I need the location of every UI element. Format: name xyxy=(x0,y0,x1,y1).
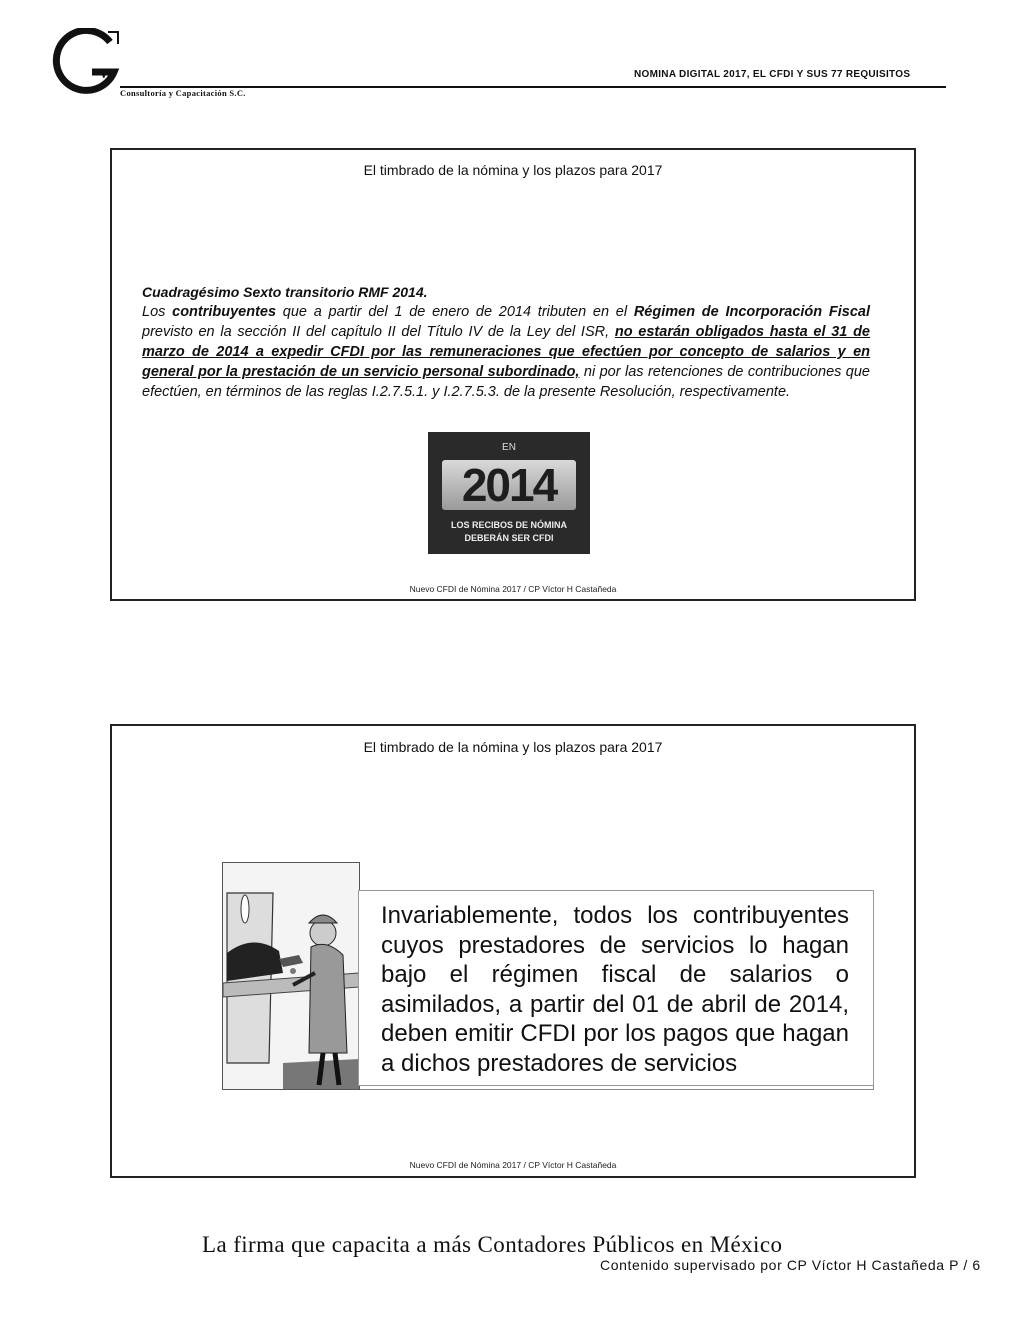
body-segment: ni por las retenciones de contribuciones que efectúen, en términos de las reglas I.2.7.5.1. y I.2.7.5.3. de la presente Resolución, respectivamente. xyxy=(142,364,870,400)
document-title: NOMINA DIGITAL 2017, EL CFDI Y SUS 77 REQUISITOS xyxy=(634,69,911,80)
logo-company-name: Consultoría y Capacitación S.C. xyxy=(120,88,246,98)
quote-box xyxy=(358,890,874,1086)
footer-tagline: La firma que capacita a más Contadores Públicos en México xyxy=(202,1232,783,1257)
slide-2 xyxy=(110,724,916,1178)
body-segment: Los xyxy=(142,304,173,320)
slide-2-title: El timbrado de la nómina y los plazos para 2017 xyxy=(363,739,663,755)
body-segment-underlined: no estarán obligados hasta el 31 de marzo de 2014 a expedir CFDI por las remuneraciones que efectúen por concepto de salarios y en general por la prestación de un servicio personal subordinado, xyxy=(142,324,870,380)
slide-2-footer: Nuevo CFDI de Nómina 2017 / CP Víctor H Castañeda xyxy=(409,1160,617,1170)
rmf-body-text xyxy=(142,302,870,402)
body-segment: que a partir del 1 de enero de 2014 tributen en el xyxy=(276,304,634,320)
footer-supervised-page-number: Contenido supervisado por CP Víctor H Castañeda P / 6 xyxy=(600,1257,981,1273)
badge-caption-line-2: DEBERÁN SER CFDI xyxy=(464,533,554,543)
quote-text: Invariablemente, todos los contribuyentes cuyos prestadores de servicios lo hagan bajo el régimen fiscal de salarios o asimilados, a partir del 01 de abril de 2014, deben emitir CFDI por los pagos que hagan a dichos prestadores de servicios xyxy=(381,902,849,1077)
badge-top-label: EN xyxy=(502,442,516,453)
logo-letters: va xyxy=(100,66,115,82)
badge-year: 2014 xyxy=(442,460,576,510)
slide-1 xyxy=(110,148,916,601)
cartoon-illustration-icon xyxy=(222,862,360,1090)
company-logo-icon xyxy=(52,28,122,98)
rmf-heading: Cuadragésimo Sexto transitorio RMF 2014. xyxy=(142,284,428,300)
badge-caption-line-1: LOS RECIBOS DE NÓMINA xyxy=(450,520,567,530)
body-segment-bold: contribuyentes xyxy=(172,304,277,320)
body-segment-bold: Régimen de Incorporación Fiscal xyxy=(633,304,870,320)
cfdi-2014-image xyxy=(428,432,590,554)
body-segment: previsto en la sección II del capítulo II del Título IV de la Ley del ISR, xyxy=(142,324,615,340)
slide-1-footer: Nuevo CFDI de Nómina 2017 / CP Víctor H Castañeda xyxy=(409,584,617,594)
slide-1-title: El timbrado de la nómina y los plazos para 2017 xyxy=(363,162,663,178)
